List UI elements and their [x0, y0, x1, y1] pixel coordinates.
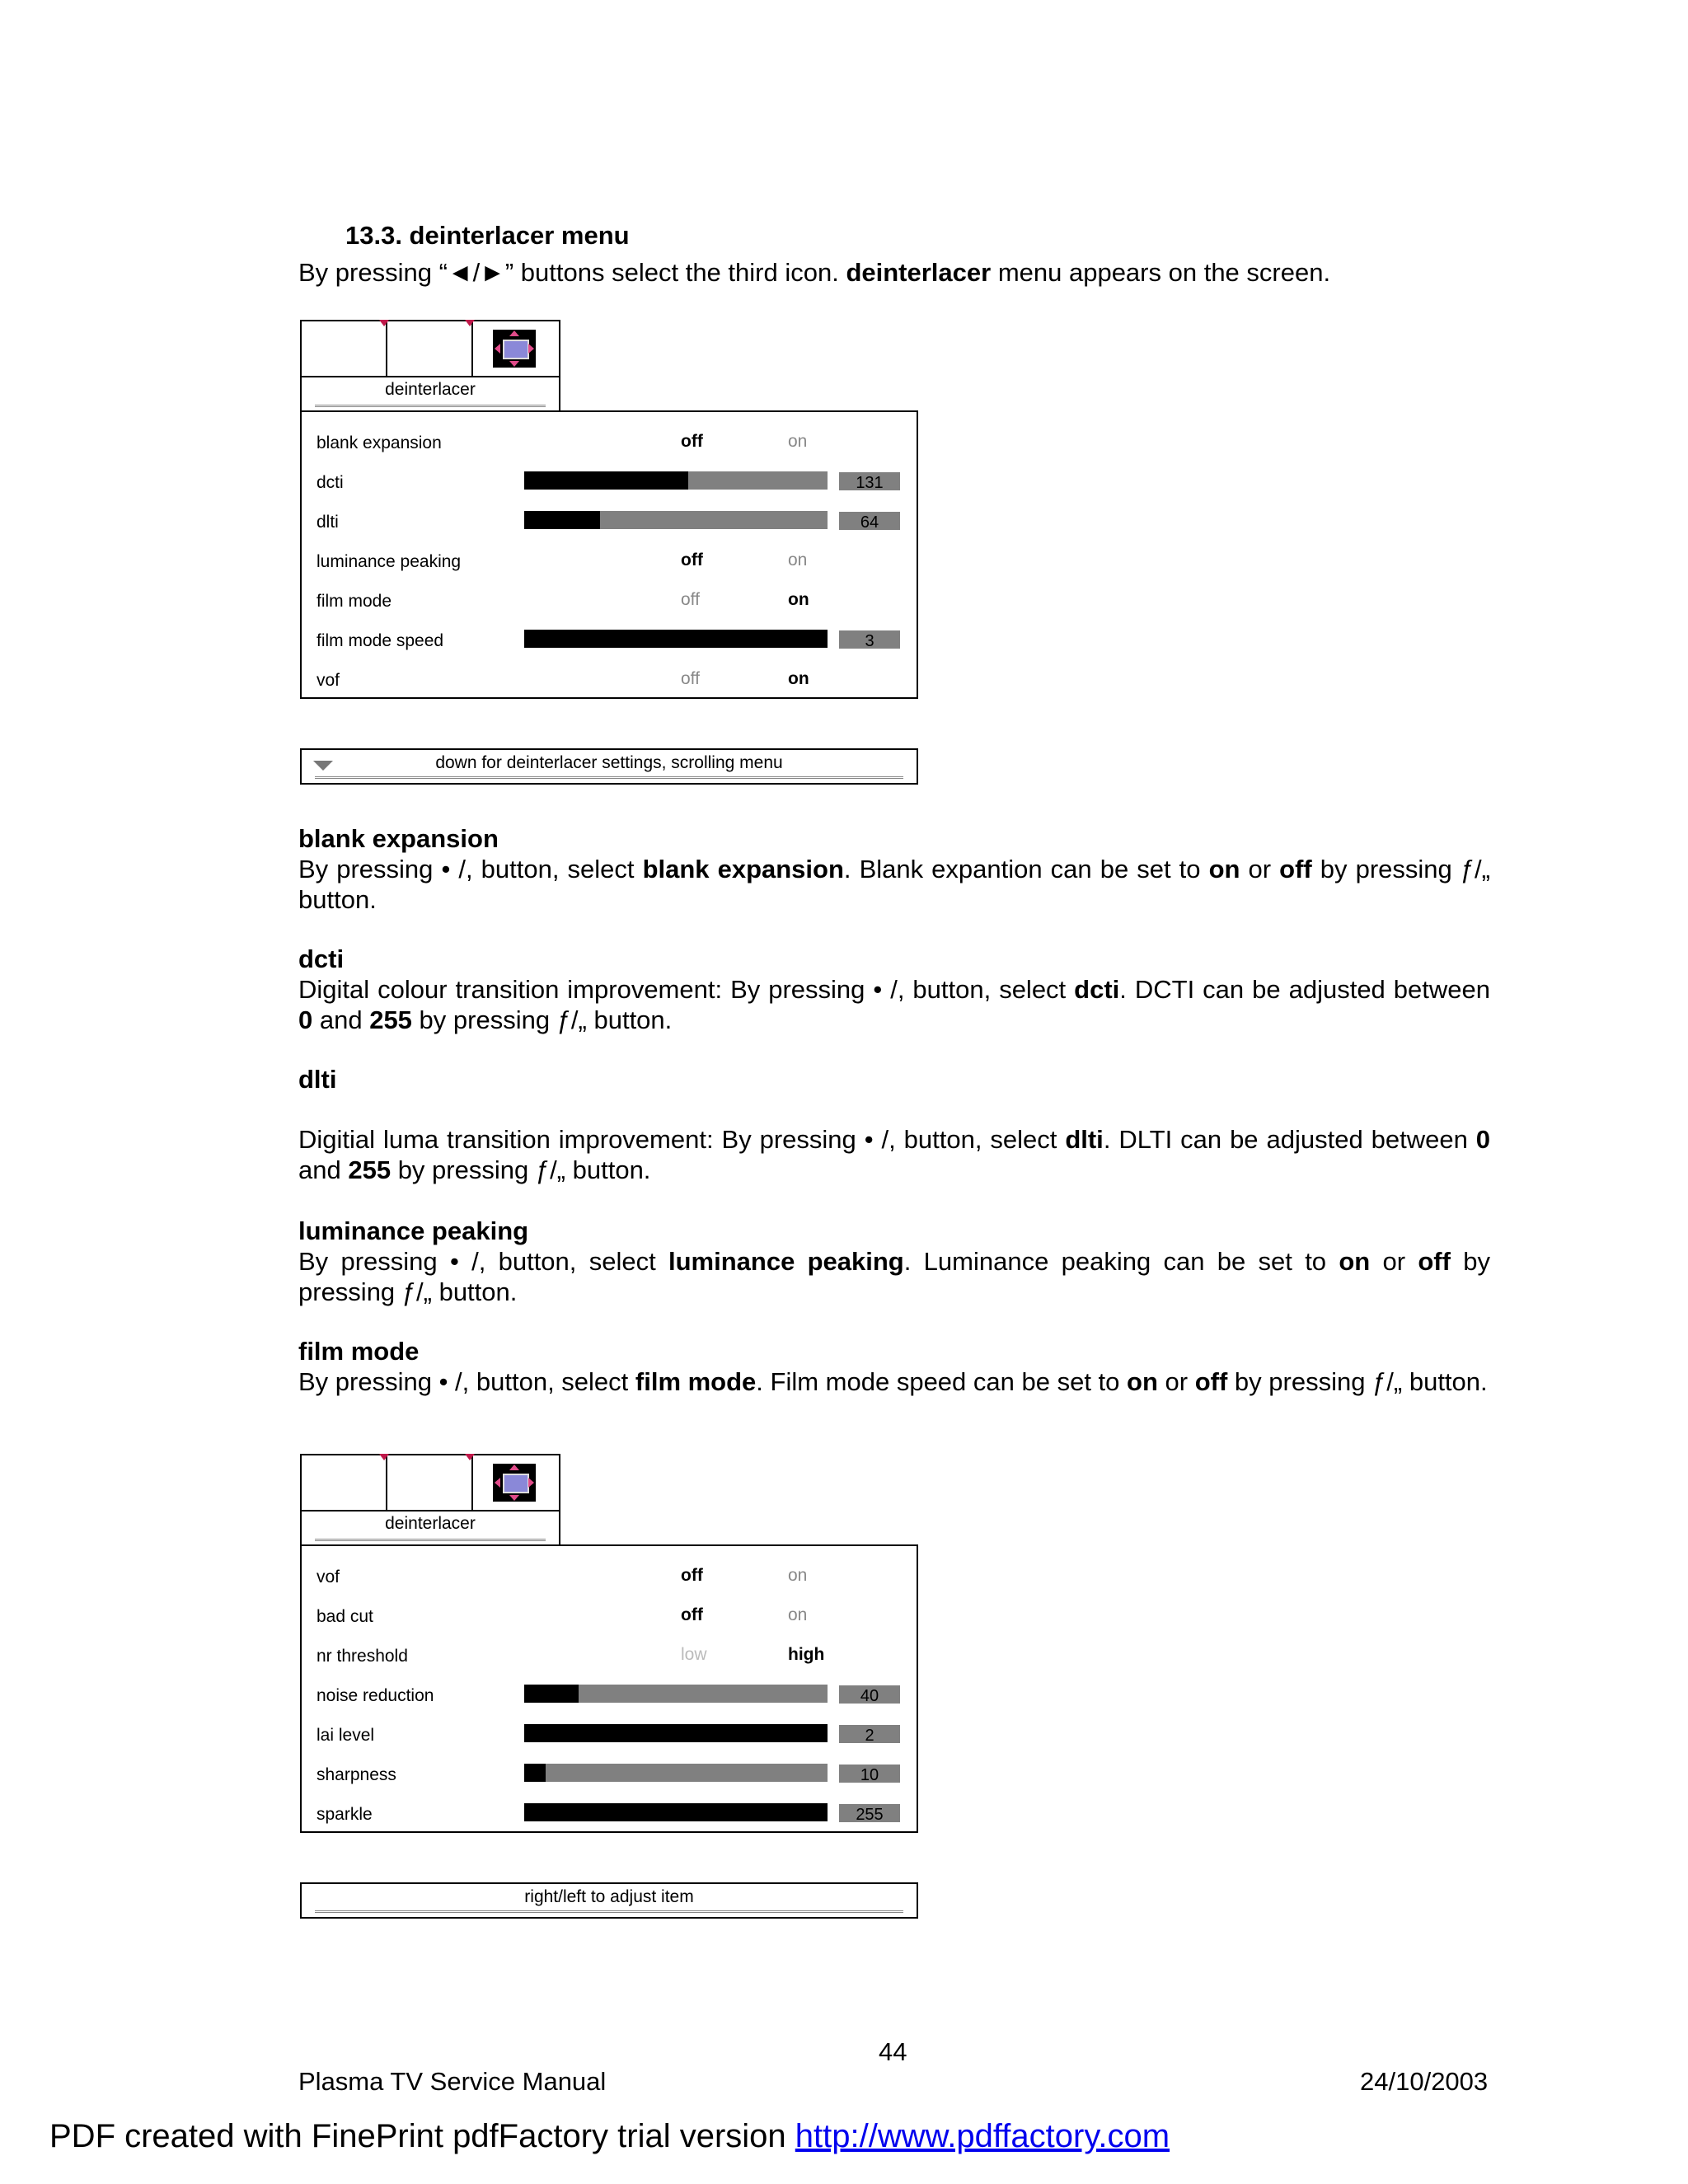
menu-row-label: sparkle	[316, 1805, 373, 1824]
menu-caption: deinterlacer	[300, 376, 560, 412]
slider-fill	[524, 511, 600, 529]
deinterlacer-icon	[493, 1464, 536, 1502]
menu-row-label: film mode speed	[316, 631, 444, 650]
menu-tab-deinterlacer[interactable]	[473, 1455, 557, 1511]
slider-value: 64	[839, 512, 900, 530]
menu-row[interactable]	[302, 1556, 917, 1589]
menu-row-label: bad cut	[316, 1607, 373, 1626]
slider-fill	[524, 1724, 828, 1742]
down-arrow-icon	[313, 761, 333, 771]
menu-row-label: film mode	[316, 592, 392, 611]
menu-row-label: sharpness	[316, 1765, 396, 1784]
slider-value: 131	[839, 472, 900, 490]
menu-row[interactable]	[302, 1675, 917, 1708]
pdffactory-link[interactable]: http://www.pdffactory.com	[795, 2118, 1170, 2154]
slider-value: 2	[839, 1725, 900, 1743]
slider-bar[interactable]	[524, 1764, 828, 1782]
slider-fill	[524, 1685, 579, 1703]
section-title: 13.3. deinterlacer menu	[345, 221, 630, 250]
menu-row[interactable]	[302, 659, 917, 692]
menu-hint: right/left to adjust item	[300, 1882, 918, 1919]
menu-caption: deinterlacer	[300, 1510, 560, 1546]
menu-row[interactable]	[302, 422, 917, 455]
section-paragraph: Digital colour transition improvement: By pressing • /, button, select dcti. DCTI can be adjusted between 0 and 255 by pressing ƒ/„ button.	[298, 975, 1490, 1034]
slider-bar[interactable]	[524, 1803, 828, 1821]
section-paragraph: By pressing • /, button, select film mode. Film mode speed can be set to on or off by pressing ƒ/„ button.	[298, 1367, 1488, 1396]
option-off[interactable]: off	[681, 1566, 703, 1585]
section-heading: film mode	[298, 1337, 420, 1366]
menu-row-label: blank expansion	[316, 434, 442, 452]
pdf-watermark: PDF created with FinePrint pdfFactory trial version http://www.pdffactory.com	[49, 2118, 1170, 2154]
option-on[interactable]: on	[788, 551, 808, 569]
section-heading: luminance peaking	[298, 1216, 529, 1245]
intro-text: By pressing “◄/►” buttons select the third icon. deinterlacer menu appears on the screen.	[298, 258, 1331, 287]
section-heading: dcti	[298, 944, 345, 973]
section-paragraph: By pressing • /, button, select blank expansion. Blank expantion can be set to on or off by pressing ƒ/„ button.	[298, 855, 1490, 914]
menu-tab-1[interactable]	[302, 1455, 387, 1511]
menu-panel	[300, 410, 918, 699]
footer-title: Plasma TV Service Manual	[298, 2067, 607, 2096]
option-high[interactable]: high	[788, 1645, 825, 1664]
option-off[interactable]: off	[681, 1605, 703, 1624]
menu-tab-2[interactable]	[387, 1455, 473, 1511]
menu-row[interactable]	[302, 580, 917, 613]
option-on[interactable]: on	[788, 432, 808, 451]
slider-bar[interactable]	[524, 511, 828, 529]
section-paragraph: By pressing • /, button, select luminance peaking. Luminance peaking can be set to on or off by pressing ƒ/„ button.	[298, 1247, 1491, 1306]
slider-bar[interactable]	[524, 471, 828, 490]
option-on[interactable]: on	[788, 590, 809, 609]
section-heading: blank expansion	[298, 824, 499, 853]
slider-fill	[524, 471, 688, 490]
slider-bar[interactable]	[524, 1685, 828, 1703]
option-on[interactable]: on	[788, 1605, 808, 1624]
menu-row[interactable]	[302, 462, 917, 494]
option-on[interactable]: on	[788, 669, 809, 688]
section-dlti	[298, 1065, 1490, 1185]
menu-row-label: dcti	[316, 473, 344, 492]
menu-row-label: lai level	[316, 1726, 375, 1745]
section-luminance-peaking	[298, 1216, 1490, 1307]
option-off[interactable]: off	[681, 551, 703, 569]
menu-row[interactable]	[302, 1793, 917, 1826]
slider-bar[interactable]	[524, 630, 828, 648]
slider-fill	[524, 1803, 828, 1821]
menu-tab-deinterlacer[interactable]	[473, 321, 557, 377]
option-low[interactable]: low	[681, 1645, 707, 1664]
menu-row-label: vof	[316, 1568, 340, 1586]
slider-fill	[524, 630, 828, 648]
menu-row[interactable]	[302, 1754, 917, 1787]
menu-tab-1[interactable]	[302, 321, 387, 377]
page-number: 44	[879, 2037, 907, 2066]
menu-hint: down for deinterlacer settings, scrolling menu	[300, 748, 918, 785]
slider-value: 3	[839, 630, 900, 649]
menu-row-label: nr threshold	[316, 1647, 408, 1666]
section-paragraph: Digitial luma transition improvement: By pressing • /, button, select dlti. DLTI can be adjusted between 0 and 255 by pressing ƒ/„ button.	[298, 1125, 1490, 1184]
menu-row[interactable]	[302, 620, 917, 653]
section-blank-expansion	[298, 824, 1490, 915]
slider-value: 40	[839, 1685, 900, 1704]
option-off[interactable]: off	[681, 590, 700, 609]
menu-panel	[300, 1544, 918, 1833]
section-film-mode	[298, 1337, 1490, 1397]
slider-bar[interactable]	[524, 1724, 828, 1742]
option-off[interactable]: off	[681, 432, 703, 451]
slider-value: 10	[839, 1765, 900, 1783]
menu-row-label: vof	[316, 671, 340, 690]
menu-row[interactable]	[302, 501, 917, 534]
deinterlacer-icon	[493, 330, 536, 368]
footer-date: 24/10/2003	[1360, 2067, 1489, 2096]
menu-tabs	[300, 320, 560, 377]
menu-row[interactable]	[302, 1635, 917, 1668]
section-dcti	[298, 944, 1490, 1035]
option-on[interactable]: on	[788, 1566, 808, 1585]
menu-row-label: noise reduction	[316, 1686, 434, 1705]
menu-tabs	[300, 1454, 560, 1511]
option-off[interactable]: off	[681, 669, 700, 688]
menu-row-label: luminance peaking	[316, 552, 462, 571]
slider-fill	[524, 1764, 546, 1782]
menu-tab-2[interactable]	[387, 321, 473, 377]
menu-row[interactable]	[302, 1596, 917, 1629]
menu-row[interactable]	[302, 541, 917, 574]
menu-row[interactable]	[302, 1714, 917, 1747]
section-heading: dlti	[298, 1065, 337, 1094]
slider-value: 255	[839, 1804, 900, 1822]
menu-row-label: dlti	[316, 513, 339, 532]
